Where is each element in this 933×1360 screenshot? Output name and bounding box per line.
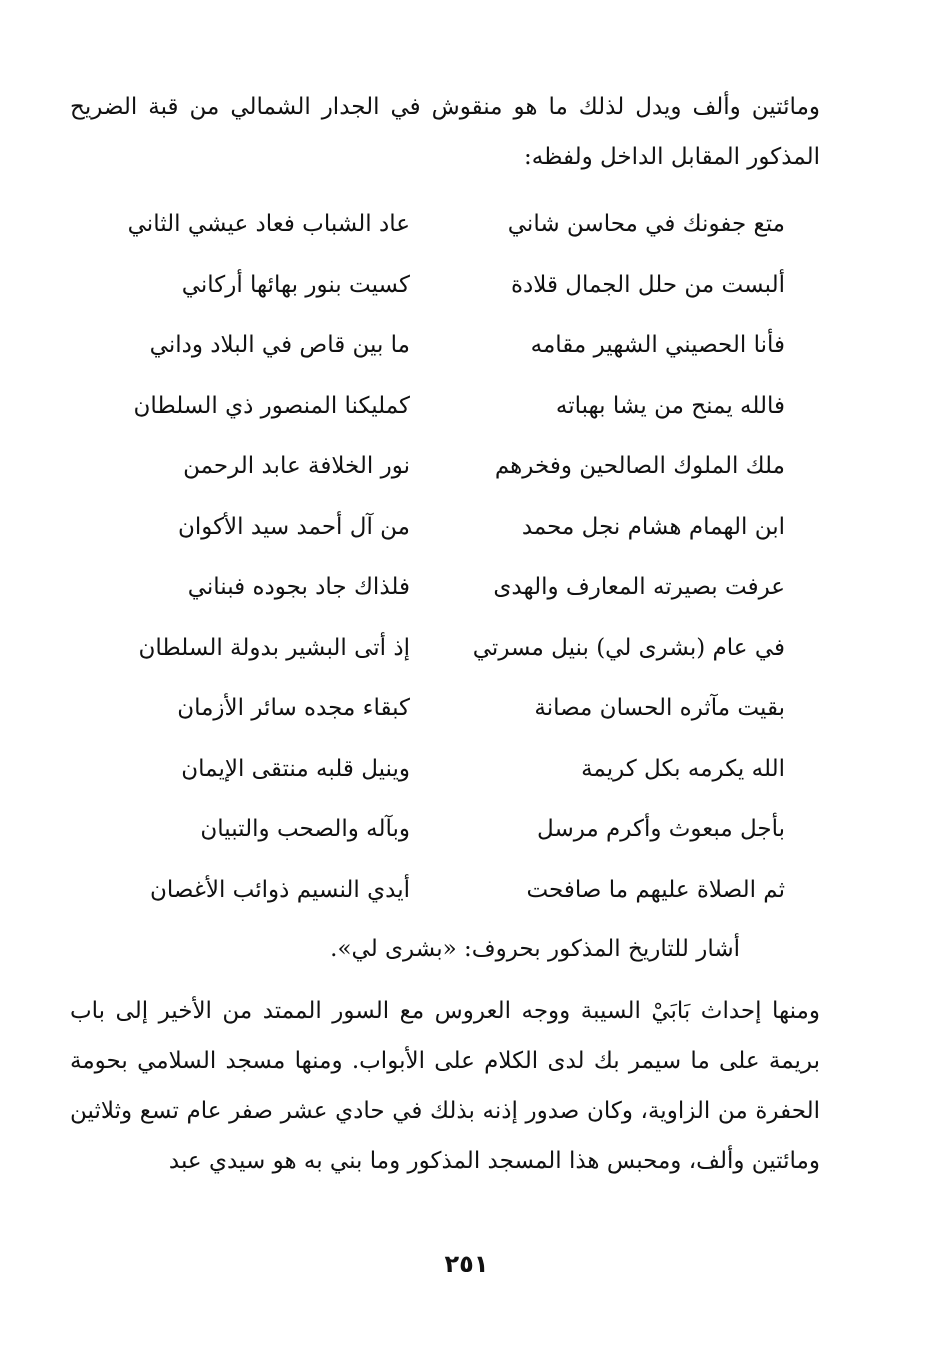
verse-first-hemistich: ألبست من حلل الجمال قلادة: [510, 271, 785, 298]
verse-first-hemistich: في عام (بشرى لي) بنيل مسرتي: [472, 634, 785, 661]
verse-row: [70, 376, 820, 437]
verse-row: [70, 255, 820, 316]
verse-second-hemistich: كمليكنا المنصور ذي السلطان: [133, 392, 410, 419]
verse-second-hemistich: إذ أتى البشير بدولة السلطان: [138, 634, 410, 661]
verse-first-hemistich: فالله يمنح من يشا بهباته: [555, 392, 785, 419]
verse-second-hemistich: عاد الشباب فعاد عيشي الثاني: [127, 211, 410, 238]
verse-first-hemistich: ملك الملوك الصالحين وفخرهم: [494, 453, 785, 480]
verse-first-hemistich: الله يكرمه بكل كريمة: [581, 755, 785, 782]
verse-row: [70, 436, 820, 497]
verse-first-hemistich: عرفت بصيرته المعارف والهدى: [493, 574, 785, 601]
verse-second-hemistich: وينيل قلبه منتقى الإيمان: [181, 755, 410, 782]
verse-row: [70, 739, 820, 800]
verse-row: [70, 557, 820, 618]
verse-row: [70, 315, 820, 376]
intro-paragraph: ومائتين وألف ويدل لذلك ما هو منقوش في الجدار الشمالي من قبة الضريح المذكور المقابل الداخل ولفظه:: [70, 94, 820, 170]
verse-second-hemistich: وبآله والصحب والتبيان: [200, 816, 410, 843]
verse-first-hemistich: بأجل مبعوث وأكرم مرسل: [537, 816, 785, 843]
verse-first-hemistich: متع جفونك في محاسن شاني: [507, 211, 785, 238]
poem: [70, 194, 820, 920]
date-note: أشار للتاريخ المذكور بحروف: «بشرى لي».: [330, 936, 740, 962]
verse-row: [70, 799, 820, 860]
page-number: ٢٥١: [444, 1250, 489, 1278]
verse-first-hemistich: بقيت مآثره الحسان مصانة: [534, 695, 785, 722]
verse-row: [70, 497, 820, 558]
verse-row: [70, 618, 820, 679]
verse-row: [70, 860, 820, 921]
verse-second-hemistich: نور الخلافة عابد الرحمن: [183, 453, 410, 480]
body-paragraph: ومنها إحداث بَابَيْ السيبة ووجه العروس مع السور الممتد من الأخير إلى باب بريمة على ما سيمر بك لدى الكلام على الأبواب. ومنها مسجد السلامي بحومة الحفرة من الزاوية، وكان صدور إذنه بذلك في حادي عشر صفر عام تسع وثلاثين ومائتين وألف، ومحبس هذا المسجد المذكور وما بني به هو سيدي عبد: [70, 998, 820, 1174]
verse-second-hemistich: كبقاء مجده سائر الأزمان: [177, 695, 410, 722]
verse-second-hemistich: ما بين قاص في البلاد وداني: [149, 332, 410, 359]
verse-second-hemistich: كسيت بنور بهائها أركاني: [181, 271, 410, 298]
verse-row: [70, 194, 820, 255]
verse-second-hemistich: أيدي النسيم ذوائب الأغصان: [149, 876, 410, 903]
verse-second-hemistich: فلذاك جاد بجوده فبناني: [187, 574, 410, 601]
page-body: [70, 82, 820, 1186]
verse-first-hemistich: فأنا الحصيني الشهير مقامه: [530, 332, 785, 359]
verse-first-hemistich: ابن الهمام هشام نجل محمد: [521, 513, 785, 540]
verse-first-hemistich: ثم الصلاة عليهم ما صافحت: [526, 876, 785, 903]
verse-row: [70, 678, 820, 739]
verse-second-hemistich: من آل أحمد سيد الأكوان: [177, 513, 410, 540]
